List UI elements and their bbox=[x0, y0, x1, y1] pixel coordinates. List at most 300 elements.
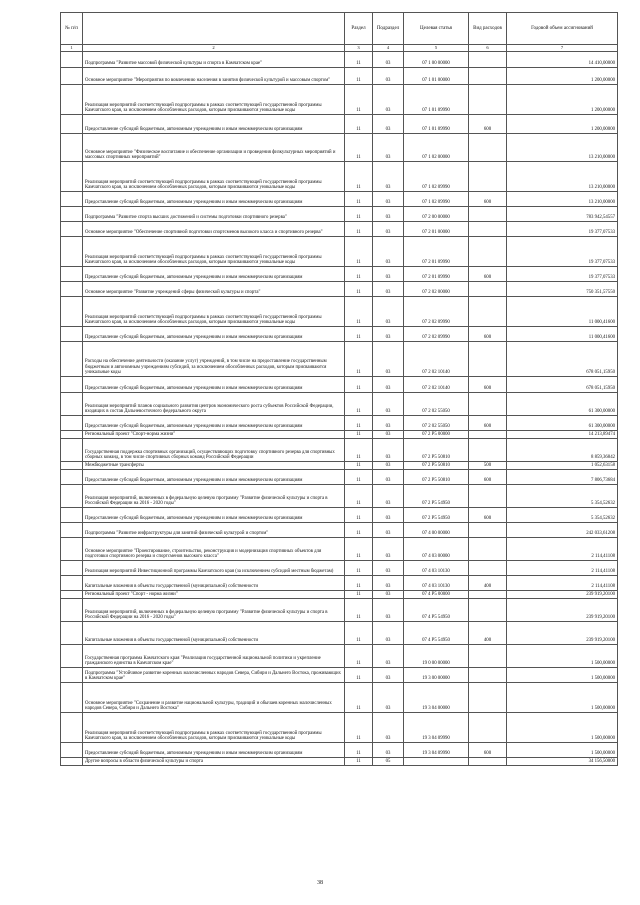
cell-expense bbox=[469, 439, 507, 462]
table-row bbox=[61, 683, 618, 713]
header-row bbox=[61, 13, 618, 45]
cell-section: 11 bbox=[345, 52, 373, 68]
header-num: № п/п bbox=[61, 13, 83, 45]
cell-section: 11 bbox=[345, 342, 373, 377]
cell-num bbox=[61, 599, 83, 622]
table-row bbox=[61, 439, 618, 462]
cell-section: 11 bbox=[345, 282, 373, 297]
cell-section: 11 bbox=[345, 192, 373, 207]
cell-target: 07 2 02 55050 bbox=[404, 393, 469, 416]
cell-target: 07 1 02 00000 bbox=[404, 134, 469, 162]
cell-expense: 600 bbox=[469, 508, 507, 523]
cell-section: 11 bbox=[345, 622, 373, 645]
cell-section: 11 bbox=[345, 115, 373, 134]
index-row bbox=[61, 45, 618, 52]
cell-num bbox=[61, 222, 83, 237]
cell-subsection: 03 bbox=[373, 743, 404, 758]
cell-section: 11 bbox=[345, 599, 373, 622]
cell-expense bbox=[469, 237, 507, 267]
cell-expense: 600 bbox=[469, 192, 507, 207]
cell-num bbox=[61, 470, 83, 485]
cell-subsection: 03 bbox=[373, 52, 404, 68]
cell-target: 07 4 P5 54950 bbox=[404, 622, 469, 645]
cell-name: Реализация мероприятий Инвестиционной программы Камчатского края (за исключением субсидий местным бюджетам) bbox=[83, 561, 345, 576]
cell-name: Основное мероприятие "Обеспечение спортивной подготовки спортсменов высокого класса и спортивного резерва" bbox=[83, 222, 345, 237]
cell-expense bbox=[469, 431, 507, 439]
cell-target: 07 1 02 09990 bbox=[404, 162, 469, 192]
table-row bbox=[61, 297, 618, 327]
cell-section: 11 bbox=[345, 237, 373, 267]
cell-amount: 2 114,41108 bbox=[507, 561, 618, 576]
cell-subsection: 03 bbox=[373, 622, 404, 645]
cell-expense: 400 bbox=[469, 622, 507, 645]
budget-table bbox=[60, 12, 618, 766]
cell-name: Основное мероприятие "Мероприятия по вовлечению населения в занятия физической культурой и массовым спортом" bbox=[83, 68, 345, 85]
cell-amount: 1 500,00000 bbox=[507, 668, 618, 683]
cell-expense: 600 bbox=[469, 267, 507, 282]
cell-name: Региональный проект "Спорт - норма жизни" bbox=[83, 591, 345, 599]
cell-subsection: 03 bbox=[373, 85, 404, 115]
cell-section: 11 bbox=[345, 68, 373, 85]
cell-num bbox=[61, 327, 83, 342]
cell-num bbox=[61, 192, 83, 207]
cell-target: 07 2 P5 00000 bbox=[404, 431, 469, 439]
cell-section: 11 bbox=[345, 222, 373, 237]
table-row bbox=[61, 622, 618, 645]
cell-target: 07 4 P5 54950 bbox=[404, 599, 469, 622]
cell-num bbox=[61, 393, 83, 416]
cell-amount: 678 051,15950 bbox=[507, 377, 618, 393]
cell-subsection: 03 bbox=[373, 327, 404, 342]
cell-amount: 1 500,00000 bbox=[507, 645, 618, 668]
cell-amount: 239 919,20100 bbox=[507, 591, 618, 599]
cell-target: 19 3 00 00000 bbox=[404, 668, 469, 683]
cell-section: 11 bbox=[345, 561, 373, 576]
cell-subsection: 03 bbox=[373, 431, 404, 439]
cell-expense bbox=[469, 538, 507, 561]
cell-expense bbox=[469, 52, 507, 68]
index-cell: 2 bbox=[83, 45, 345, 52]
cell-amount: 1 052,63158 bbox=[507, 462, 618, 470]
cell-section: 11 bbox=[345, 743, 373, 758]
cell-amount: 7 806,73684 bbox=[507, 470, 618, 485]
cell-name: Реализация мероприятий, включенных в федеральную целевую программу "Развитие физической культуры и спорта в Российской Федерации на 2016 - 2020 годы" bbox=[83, 485, 345, 508]
cell-expense bbox=[469, 222, 507, 237]
cell-subsection: 03 bbox=[373, 377, 404, 393]
table-row bbox=[61, 115, 618, 134]
cell-subsection: 03 bbox=[373, 115, 404, 134]
table-row bbox=[61, 561, 618, 576]
cell-num bbox=[61, 508, 83, 523]
cell-amount: 19 377,07533 bbox=[507, 222, 618, 237]
cell-subsection: 03 bbox=[373, 222, 404, 237]
cell-expense: 600 bbox=[469, 327, 507, 342]
cell-name: Подпрограмма "Устойчивое развитие коренных малочисленных народов Севера, Сибири и Дальнего Востока, проживающих в Камчатском крае" bbox=[83, 668, 345, 683]
cell-num bbox=[61, 523, 83, 538]
cell-name: Предоставление субсидий бюджетным, автономным учреждениям и иным некоммерческим организациям bbox=[83, 470, 345, 485]
cell-num bbox=[61, 342, 83, 377]
cell-num bbox=[61, 431, 83, 439]
cell-name: Региональный проект "Спорт-норма жизни" bbox=[83, 431, 345, 439]
cell-amount: 14 410,00000 bbox=[507, 52, 618, 68]
cell-target: 07 1 01 09990 bbox=[404, 115, 469, 134]
cell-expense: 400 bbox=[469, 576, 507, 591]
table-row bbox=[61, 431, 618, 439]
index-cell: 7 bbox=[507, 45, 618, 52]
cell-num bbox=[61, 645, 83, 668]
cell-subsection: 03 bbox=[373, 508, 404, 523]
cell-num bbox=[61, 485, 83, 508]
table-row bbox=[61, 591, 618, 599]
cell-subsection: 03 bbox=[373, 645, 404, 668]
cell-target: 07 2 02 10140 bbox=[404, 342, 469, 377]
cell-section: 11 bbox=[345, 508, 373, 523]
header-subsection: Подраздел bbox=[373, 13, 404, 45]
cell-section: 11 bbox=[345, 683, 373, 713]
cell-name: Предоставление субсидий бюджетным, автономным учреждениям и иным некоммерческим организациям bbox=[83, 267, 345, 282]
cell-num bbox=[61, 416, 83, 431]
cell-target: 07 2 P5 50810 bbox=[404, 470, 469, 485]
cell-target: 07 1 01 00000 bbox=[404, 68, 469, 85]
cell-amount: 678 051,15950 bbox=[507, 342, 618, 377]
cell-subsection: 03 bbox=[373, 485, 404, 508]
cell-num bbox=[61, 297, 83, 327]
cell-expense bbox=[469, 591, 507, 599]
cell-amount: 239 919,20100 bbox=[507, 599, 618, 622]
cell-amount: 61 300,00000 bbox=[507, 393, 618, 416]
table-row bbox=[61, 470, 618, 485]
cell-expense bbox=[469, 758, 507, 766]
cell-subsection: 03 bbox=[373, 416, 404, 431]
cell-section: 11 bbox=[345, 668, 373, 683]
cell-amount: 14 213,89474 bbox=[507, 431, 618, 439]
cell-num bbox=[61, 462, 83, 470]
cell-amount: 13 210,00000 bbox=[507, 134, 618, 162]
cell-expense bbox=[469, 599, 507, 622]
table-row bbox=[61, 192, 618, 207]
cell-target: 07 2 01 00000 bbox=[404, 222, 469, 237]
cell-subsection: 03 bbox=[373, 282, 404, 297]
cell-target: 07 1 00 00000 bbox=[404, 52, 469, 68]
cell-name: Основное мероприятие "Физическое воспитание и обеспечение организации и проведения физкультурных мероприятий и массовых спортивных мероприятий" bbox=[83, 134, 345, 162]
cell-amount: 11 000,41600 bbox=[507, 327, 618, 342]
cell-section: 11 bbox=[345, 267, 373, 282]
table-row bbox=[61, 743, 618, 758]
index-cell: 6 bbox=[469, 45, 507, 52]
cell-target: 07 2 02 10140 bbox=[404, 377, 469, 393]
cell-name: Подпрограмма "Развитие инфраструктуры для занятий физической культурой и спортом" bbox=[83, 523, 345, 538]
cell-section: 11 bbox=[345, 297, 373, 327]
cell-name: Подпрограмма "Развитие массовой физической культуры и спорта в Камчатском крае" bbox=[83, 52, 345, 68]
cell-subsection: 03 bbox=[373, 599, 404, 622]
cell-target: 19 3 04 09990 bbox=[404, 743, 469, 758]
cell-target: 07 2 P5 50810 bbox=[404, 462, 469, 470]
cell-name: Подпрограмма "Развитие спорта высших достижений и системы подготовки спортивного резерва" bbox=[83, 207, 345, 222]
cell-subsection: 03 bbox=[373, 393, 404, 416]
cell-section: 11 bbox=[345, 470, 373, 485]
cell-section: 11 bbox=[345, 713, 373, 743]
header-expense: Вид расходов bbox=[469, 13, 507, 45]
cell-expense: 600 bbox=[469, 115, 507, 134]
cell-target: 19 3 04 09990 bbox=[404, 713, 469, 743]
table-row bbox=[61, 462, 618, 470]
cell-num bbox=[61, 538, 83, 561]
cell-target: 07 2 02 09990 bbox=[404, 327, 469, 342]
cell-num bbox=[61, 162, 83, 192]
cell-section: 11 bbox=[345, 431, 373, 439]
table-row bbox=[61, 576, 618, 591]
table-row bbox=[61, 599, 618, 622]
cell-expense: 500 bbox=[469, 462, 507, 470]
table-row bbox=[61, 713, 618, 743]
cell-subsection: 03 bbox=[373, 561, 404, 576]
cell-section: 11 bbox=[345, 439, 373, 462]
cell-section: 11 bbox=[345, 207, 373, 222]
cell-name: Предоставление субсидий бюджетным, автономным учреждениям и иным некоммерческим организациям bbox=[83, 508, 345, 523]
cell-target: 07 4 00 00000 bbox=[404, 523, 469, 538]
cell-subsection: 03 bbox=[373, 576, 404, 591]
cell-section: 11 bbox=[345, 485, 373, 508]
cell-num bbox=[61, 713, 83, 743]
cell-name: Государственная программа Камчатского края "Реализация государственной национальной политики и укрепление гражданского единства в Камчатском крае" bbox=[83, 645, 345, 668]
cell-name: Предоставление субсидий бюджетным, автономным учреждениям и иным некоммерческим организациям bbox=[83, 416, 345, 431]
cell-target: 07 1 02 09990 bbox=[404, 192, 469, 207]
cell-expense bbox=[469, 645, 507, 668]
cell-amount: 783 942,54557 bbox=[507, 207, 618, 222]
cell-num bbox=[61, 576, 83, 591]
cell-subsection: 03 bbox=[373, 591, 404, 599]
cell-expense bbox=[469, 134, 507, 162]
cell-subsection: 03 bbox=[373, 134, 404, 162]
cell-name: Реализация мероприятий соответствующей подпрограммы в рамках соответствующей государственной программы Камчатского края, за исключением обособленных расходов, которым присваиваются уникальные коды bbox=[83, 162, 345, 192]
cell-amount: 11 000,41600 bbox=[507, 297, 618, 327]
cell-expense: 600 bbox=[469, 470, 507, 485]
cell-amount: 242 033,61208 bbox=[507, 523, 618, 538]
cell-target: 07 4 P5 00000 bbox=[404, 591, 469, 599]
cell-name: Предоставление субсидий бюджетным, автономным учреждениям и иным некоммерческим организациям bbox=[83, 743, 345, 758]
cell-num bbox=[61, 115, 83, 134]
cell-subsection: 03 bbox=[373, 538, 404, 561]
table-row bbox=[61, 377, 618, 393]
header-amount: Годовой объем ассигнований bbox=[507, 13, 618, 45]
cell-target: 07 2 01 09990 bbox=[404, 237, 469, 267]
table-row bbox=[61, 282, 618, 297]
cell-name: Капитальные вложения в объекты государственной (муниципальной) собственности bbox=[83, 622, 345, 645]
cell-subsection: 03 bbox=[373, 462, 404, 470]
cell-name: Предоставление субсидий бюджетным, автономным учреждениям и иным некоммерческим организациям bbox=[83, 115, 345, 134]
table-row bbox=[61, 52, 618, 68]
cell-amount: 19 377,07533 bbox=[507, 267, 618, 282]
cell-section: 11 bbox=[345, 645, 373, 668]
cell-name: Реализация мероприятий соответствующей подпрограммы в рамках соответствующей государственной программы Камчатского края, за исключением обособленных расходов, которым присваиваются уникальные коды bbox=[83, 713, 345, 743]
cell-section: 11 bbox=[345, 327, 373, 342]
cell-target: 07 2 P5 54950 bbox=[404, 508, 469, 523]
header-name bbox=[83, 13, 345, 45]
cell-subsection: 03 bbox=[373, 713, 404, 743]
cell-expense bbox=[469, 523, 507, 538]
cell-name: Реализация мероприятий планов социального развития центров экономического роста субъектов Российской Федерации, входящих в состав Дальневосточного федерального округа bbox=[83, 393, 345, 416]
cell-name: Предоставление субсидий бюджетным, автономным учреждениям и иным некоммерческим организациям bbox=[83, 377, 345, 393]
cell-name: Предоставление субсидий бюджетным, автономным учреждениям и иным некоммерческим организациям bbox=[83, 192, 345, 207]
cell-section: 11 bbox=[345, 538, 373, 561]
cell-amount: 750 351,57550 bbox=[507, 282, 618, 297]
header-section: Раздел bbox=[345, 13, 373, 45]
cell-subsection: 03 bbox=[373, 162, 404, 192]
table-row bbox=[61, 327, 618, 342]
cell-amount: 239 919,20100 bbox=[507, 622, 618, 645]
cell-subsection: 03 bbox=[373, 683, 404, 713]
cell-subsection: 03 bbox=[373, 668, 404, 683]
table-row bbox=[61, 538, 618, 561]
cell-amount: 34 156,50000 bbox=[507, 758, 618, 766]
cell-amount: 2 114,41108 bbox=[507, 576, 618, 591]
cell-amount: 1 500,00000 bbox=[507, 683, 618, 713]
header-target: Целевая статья bbox=[404, 13, 469, 45]
cell-target: 07 1 01 09990 bbox=[404, 85, 469, 115]
cell-target: 07 2 P5 50810 bbox=[404, 439, 469, 462]
cell-num bbox=[61, 668, 83, 683]
cell-name: Основное мероприятие "Проектирование, строительство, реконструкция и модернизация спортивных объектов для подготовки спортивного резерва и спортсменов высокого класса" bbox=[83, 538, 345, 561]
cell-expense bbox=[469, 85, 507, 115]
cell-subsection: 03 bbox=[373, 207, 404, 222]
cell-amount: 2 114,41108 bbox=[507, 538, 618, 561]
cell-subsection: 03 bbox=[373, 470, 404, 485]
cell-name: Предоставление субсидий бюджетным, автономным учреждениям и иным некоммерческим организациям bbox=[83, 327, 345, 342]
cell-expense bbox=[469, 668, 507, 683]
cell-subsection: 03 bbox=[373, 237, 404, 267]
cell-subsection: 03 bbox=[373, 68, 404, 85]
cell-name: Реализация мероприятий соответствующей подпрограммы в рамках соответствующей государственной программы Камчатского края, за исключением обособленных расходов, которым присваиваются уникальные коды bbox=[83, 237, 345, 267]
cell-name: Расходы на обеспечение деятельности (оказание услуг) учреждений, в том числе на предоставление государственным бюджетным и автономным учреждениям субсидий, за исключением обособленных расходов, которым присваиваются уникальные коды bbox=[83, 342, 345, 377]
cell-name: Реализация мероприятий соответствующей подпрограммы в рамках соответствующей государственной программы Камчатского края, за исключением обособленных расходов, которым присваиваются уникальные коды bbox=[83, 297, 345, 327]
cell-target: 07 2 02 00000 bbox=[404, 282, 469, 297]
table-row bbox=[61, 134, 618, 162]
table-row bbox=[61, 342, 618, 377]
cell-expense: 600 bbox=[469, 377, 507, 393]
cell-name: Реализация мероприятий соответствующей подпрограммы в рамках соответствующей государственной программы Камчатского края, за исключением обособленных расходов, которым присваиваются уникальные коды bbox=[83, 85, 345, 115]
cell-name: Реализация мероприятий, включенных в федеральную целевую программу "Развитие физической культуры и спорта в Российской Федерации на 2016 - 2020 годы" bbox=[83, 599, 345, 622]
cell-expense bbox=[469, 342, 507, 377]
cell-section: 11 bbox=[345, 576, 373, 591]
cell-expense bbox=[469, 561, 507, 576]
cell-expense: 600 bbox=[469, 743, 507, 758]
cell-num bbox=[61, 622, 83, 645]
cell-target: 19 0 00 00000 bbox=[404, 645, 469, 668]
table-row bbox=[61, 237, 618, 267]
cell-num bbox=[61, 237, 83, 267]
cell-expense bbox=[469, 393, 507, 416]
table-row bbox=[61, 645, 618, 668]
cell-target: 19 3 04 00000 bbox=[404, 683, 469, 713]
cell-subsection: 03 bbox=[373, 523, 404, 538]
page-number: 38 bbox=[317, 880, 323, 886]
table-row bbox=[61, 416, 618, 431]
cell-amount: 5 354,52632 bbox=[507, 508, 618, 523]
cell-expense bbox=[469, 297, 507, 327]
cell-num bbox=[61, 207, 83, 222]
cell-amount: 8 859,36842 bbox=[507, 439, 618, 462]
cell-section: 11 bbox=[345, 523, 373, 538]
cell-section: 11 bbox=[345, 758, 373, 766]
cell-num bbox=[61, 134, 83, 162]
cell-name: Другие вопросы в области физической культуры и спорта bbox=[83, 758, 345, 766]
cell-section: 11 bbox=[345, 85, 373, 115]
cell-expense bbox=[469, 485, 507, 508]
table-row bbox=[61, 267, 618, 282]
index-cell: 5 bbox=[404, 45, 469, 52]
cell-target: 07 4 03 10130 bbox=[404, 576, 469, 591]
cell-subsection: 03 bbox=[373, 297, 404, 327]
index-cell: 1 bbox=[61, 45, 83, 52]
index-cell: 4 bbox=[373, 45, 404, 52]
table-row bbox=[61, 668, 618, 683]
cell-num bbox=[61, 267, 83, 282]
cell-subsection: 03 bbox=[373, 192, 404, 207]
cell-target: 07 2 02 55050 bbox=[404, 416, 469, 431]
cell-expense bbox=[469, 713, 507, 743]
cell-name: Государственная поддержка спортивных организаций, осуществляющих подготовку спортивного резерва для спортивных сборных команд, в том числе спортивных сборных команд Российской Федерации bbox=[83, 439, 345, 462]
budget-document bbox=[60, 12, 617, 766]
cell-subsection: 03 bbox=[373, 439, 404, 462]
index-cell: 3 bbox=[345, 45, 373, 52]
cell-name: Капитальные вложения в объекты государственной (муниципальной) собственности bbox=[83, 576, 345, 591]
table-row bbox=[61, 162, 618, 192]
cell-num bbox=[61, 68, 83, 85]
cell-num bbox=[61, 85, 83, 115]
cell-num bbox=[61, 743, 83, 758]
cell-expense: 600 bbox=[469, 416, 507, 431]
cell-section: 11 bbox=[345, 377, 373, 393]
table-row bbox=[61, 68, 618, 85]
cell-expense bbox=[469, 207, 507, 222]
table-row bbox=[61, 85, 618, 115]
table-row bbox=[61, 222, 618, 237]
table-row bbox=[61, 393, 618, 416]
cell-section: 11 bbox=[345, 162, 373, 192]
table-row bbox=[61, 508, 618, 523]
cell-expense bbox=[469, 68, 507, 85]
cell-amount: 1 200,00000 bbox=[507, 85, 618, 115]
cell-section: 11 bbox=[345, 393, 373, 416]
cell-num bbox=[61, 52, 83, 68]
table-row bbox=[61, 207, 618, 222]
cell-num bbox=[61, 591, 83, 599]
cell-amount: 19 377,07533 bbox=[507, 237, 618, 267]
cell-section: 11 bbox=[345, 591, 373, 599]
cell-name: Межбюджетные трансферты bbox=[83, 462, 345, 470]
cell-amount: 61 300,00000 bbox=[507, 416, 618, 431]
cell-subsection: 03 bbox=[373, 267, 404, 282]
cell-amount: 13 210,00000 bbox=[507, 192, 618, 207]
cell-target bbox=[404, 758, 469, 766]
cell-target: 07 4 03 00000 bbox=[404, 538, 469, 561]
cell-target: 07 2 00 00000 bbox=[404, 207, 469, 222]
cell-name: Основное мероприятие "Развитие учреждений сферы физической культуры и спорта" bbox=[83, 282, 345, 297]
cell-num bbox=[61, 561, 83, 576]
table-row bbox=[61, 758, 618, 766]
cell-target: 07 2 01 09990 bbox=[404, 267, 469, 282]
cell-amount: 1 500,00000 bbox=[507, 713, 618, 743]
cell-amount: 5 354,52632 bbox=[507, 485, 618, 508]
cell-amount: 13 210,00000 bbox=[507, 162, 618, 192]
table-row bbox=[61, 523, 618, 538]
cell-section: 11 bbox=[345, 416, 373, 431]
cell-num bbox=[61, 683, 83, 713]
cell-section: 11 bbox=[345, 134, 373, 162]
cell-target: 07 2 P5 54950 bbox=[404, 485, 469, 508]
cell-amount: 1 200,00000 bbox=[507, 115, 618, 134]
cell-target: 07 4 03 10130 bbox=[404, 561, 469, 576]
